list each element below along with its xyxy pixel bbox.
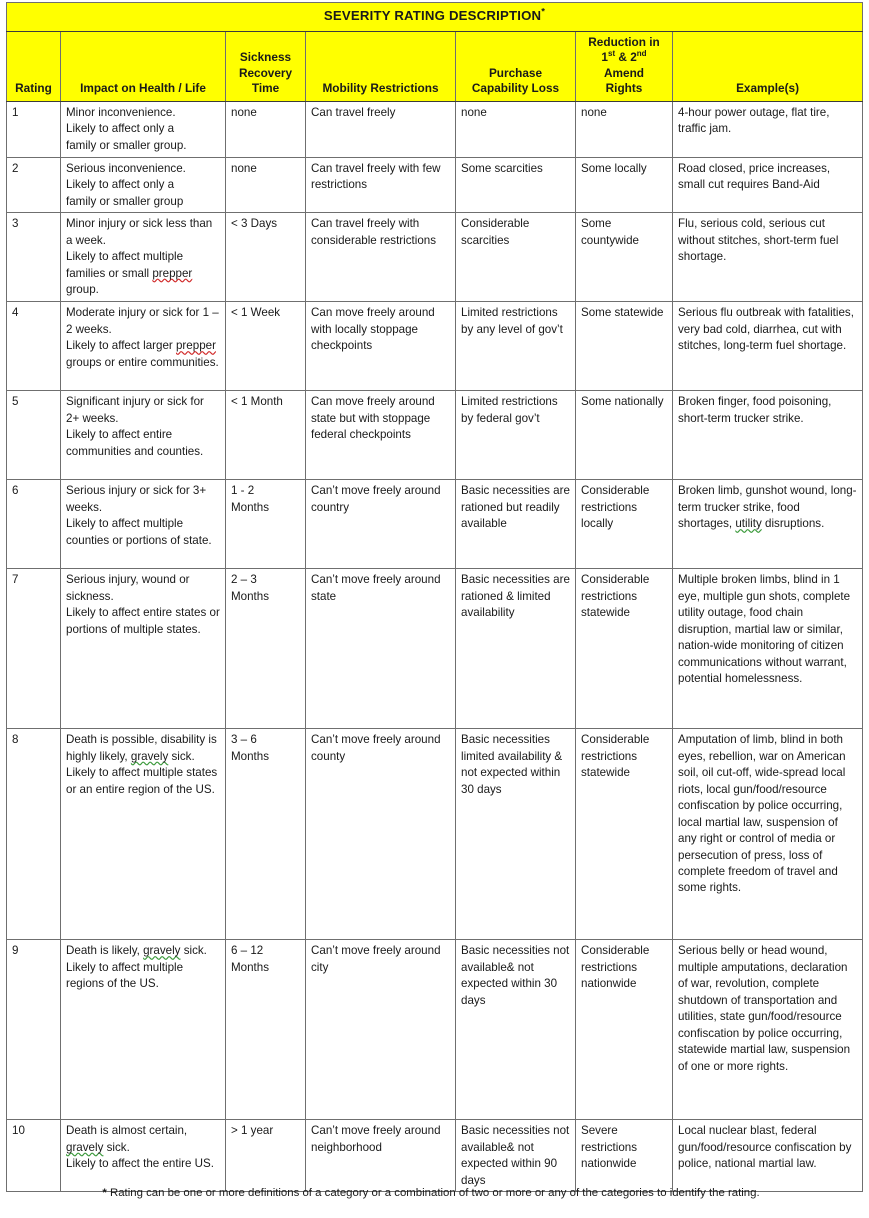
table-header-row: [7, 31, 863, 101]
cell-example: Broken finger, food poisoning, short-term trucker strike.: [673, 391, 863, 480]
amend-ordinals: 1st & 2nd: [601, 49, 647, 65]
table-row: [7, 391, 863, 480]
grammarcheck-word: gravely: [130, 749, 169, 763]
cell-amend: Severe restrictions nationwide: [576, 1120, 673, 1192]
cell-example: Multiple broken limbs, blind in 1 eye, multiple gun shots, complete utility outage, food chain disruption, martial law or similar, nation-wide monitoring of citizen communications without warrant, potential homelessness.: [673, 569, 863, 729]
cell-example: Local nuclear blast, federal gun/food/resource confiscation by police, national martial law.: [673, 1120, 863, 1192]
cell-impact: Minor inconvenience. Likely to affect only a family or smaller group.: [61, 101, 226, 157]
cell-mobility: Can’t move freely around state: [306, 569, 456, 729]
cell-impact: Death is almost certain, gravely sick. Likely to affect the entire US.: [61, 1120, 226, 1192]
cell-amend: none: [576, 101, 673, 157]
cell-rating: 1: [7, 101, 61, 157]
spellcheck-word: prepper: [175, 339, 216, 353]
cell-mobility: Can travel freely with few restrictions: [306, 157, 456, 212]
cell-sickness: none: [226, 101, 306, 157]
cell-amend: Some nationally: [576, 391, 673, 480]
cell-rating: 4: [7, 302, 61, 391]
cell-example: 4-hour power outage, flat tire, traffic jam.: [673, 101, 863, 157]
cell-example: Flu, serious cold, serious cut without stitches, short-term fuel shortage.: [673, 213, 863, 302]
cell-rating: 7: [7, 569, 61, 729]
cell-sickness: 6 – 12 Months: [226, 940, 306, 1120]
title-asterisk: *: [541, 6, 546, 18]
cell-sickness: < 1 Month: [226, 391, 306, 480]
table-row: [7, 729, 863, 940]
cell-mobility: Can travel freely with considerable restrictions: [306, 213, 456, 302]
cell-amend: Some countywide: [576, 213, 673, 302]
cell-rating: 3: [7, 213, 61, 302]
cell-sickness: none: [226, 157, 306, 212]
cell-mobility: Can’t move freely around country: [306, 480, 456, 569]
cell-sickness: 1 - 2 Months: [226, 480, 306, 569]
table-row: [7, 157, 863, 212]
cell-example: Road closed, price increases, small cut requires Band-Aid: [673, 157, 863, 212]
table-row: [7, 569, 863, 729]
column-header-rating: Rating: [7, 31, 61, 101]
cell-impact: Serious injury or sick for 3+ weeks. Likely to affect multiple counties or portions of state.: [61, 480, 226, 569]
cell-impact: Death is possible, disability is highly likely, gravely sick. Likely to affect multiple states or an entire region of the US.: [61, 729, 226, 940]
cell-mobility: Can’t move freely around neighborhood: [306, 1120, 456, 1192]
cell-example: Serious belly or head wound, multiple amputations, declaration of war, revolution, complete shutdown of transportation and utilities, state gun/food/resource confiscation by police occurring, statewide martial law, suspension of one or more rights.: [673, 940, 863, 1120]
impact-line-with-grammarcheck: Death is almost certain, gravely sick.: [66, 1124, 188, 1154]
cell-purchase: none: [456, 101, 576, 157]
grammarcheck-word: gravely: [66, 1140, 104, 1154]
cell-purchase: Basic necessities limited availability & not expected within 30 days: [456, 729, 576, 940]
cell-purchase: Limited restrictions by federal gov’t: [456, 391, 576, 480]
impact-line-with-spellcheck: Likely to affect larger prepper groups or entire communities.: [66, 339, 219, 369]
table-title-cell: [7, 3, 863, 32]
cell-mobility: Can travel freely: [306, 101, 456, 157]
column-header-mobility-restrictions: Mobility Restrictions: [306, 31, 456, 101]
cell-example: Serious flu outbreak with fatalities, very bad cold, diarrhea, cut with stitches, long-term fuel shortage.: [673, 302, 863, 391]
cell-amend: Considerable restrictions locally: [576, 480, 673, 569]
cell-purchase: Limited restrictions by any level of gov’t: [456, 302, 576, 391]
impact-line-with-grammarcheck: Death is possible, disability is highly likely, gravely sick.: [66, 733, 217, 763]
cell-purchase: Basic necessities not available& not expected within 90 days: [456, 1120, 576, 1192]
table-title-row: [7, 3, 863, 32]
cell-purchase: Considerable scarcities: [456, 213, 576, 302]
cell-purchase: Basic necessities are rationed but readily available: [456, 480, 576, 569]
column-header-sickness-recovery-time: Sickness Recovery Time: [226, 31, 306, 101]
cell-rating: 6: [7, 480, 61, 569]
cell-rating: 9: [7, 940, 61, 1120]
cell-sickness: 2 – 3 Months: [226, 569, 306, 729]
cell-amend: Considerable restrictions statewide: [576, 729, 673, 940]
cell-purchase: Basic necessities not available& not expected within 30 days: [456, 940, 576, 1120]
column-header-purchase-capability-loss: Purchase Capability Loss: [456, 31, 576, 101]
cell-mobility: Can move freely around state but with stoppage federal checkpoints: [306, 391, 456, 480]
column-header-impact: Impact on Health / Life: [61, 31, 226, 101]
cell-amend: Some locally: [576, 157, 673, 212]
cell-rating: 10: [7, 1120, 61, 1192]
cell-purchase: Some scarcities: [456, 157, 576, 212]
spellcheck-word: prepper: [152, 266, 193, 280]
table-row: [7, 213, 863, 302]
table-row: [7, 101, 863, 157]
cell-rating: 2: [7, 157, 61, 212]
table-row: [7, 480, 863, 569]
page-title: SEVERITY RATING DESCRIPTION: [323, 8, 542, 23]
cell-sickness: < 3 Days: [226, 213, 306, 302]
cell-amend: Some statewide: [576, 302, 673, 391]
cell-impact: Minor injury or sick less than a week. Likely to affect multiple families or small prepper group.: [61, 213, 226, 302]
footnote-text: Rating can be one or more definitions of a category or a combination of two or more or any of the categories to identify the rating.: [106, 1187, 760, 1199]
cell-rating: 5: [7, 391, 61, 480]
cell-purchase: Basic necessities are rationed & limited availability: [456, 569, 576, 729]
grammarcheck-word: utility: [735, 517, 762, 531]
table-footnote: [0, 1186, 862, 1201]
cell-impact: Significant injury or sick for 2+ weeks. Likely to affect entire communities and counties.: [61, 391, 226, 480]
column-header-amend-rights: Reduction in 1st & 2nd Amend Rights: [576, 31, 673, 101]
cell-amend: Considerable restrictions statewide: [576, 569, 673, 729]
cell-impact: Serious injury, wound or sickness. Likely to affect entire states or portions of multiple states.: [61, 569, 226, 729]
cell-sickness: 3 – 6 Months: [226, 729, 306, 940]
cell-example: Broken limb, gunshot wound, long-term trucker strike, food shortages, utility disruptions.: [673, 480, 863, 569]
cell-sickness: > 1 year: [226, 1120, 306, 1192]
cell-amend: Considerable restrictions nationwide: [576, 940, 673, 1120]
cell-impact: Serious inconvenience. Likely to affect only a family or smaller group: [61, 157, 226, 212]
table-row: [7, 1120, 863, 1192]
impact-line-with-spellcheck: Likely to affect multiple families or small prepper group.: [66, 250, 193, 297]
cell-impact: Moderate injury or sick for 1 – 2 weeks. Likely to affect larger prepper groups or entire communities.: [61, 302, 226, 391]
cell-sickness: < 1 Week: [226, 302, 306, 391]
cell-mobility: Can’t move freely around city: [306, 940, 456, 1120]
cell-mobility: Can move freely around with locally stoppage checkpoints: [306, 302, 456, 391]
table-row: [7, 940, 863, 1120]
column-header-examples: Example(s): [673, 31, 863, 101]
severity-rating-table: [6, 2, 863, 1192]
grammarcheck-word: gravely: [143, 944, 181, 958]
footnote-marker: *: [102, 1187, 107, 1199]
cell-example: Amputation of limb, blind in both eyes, rebellion, war on American soil, oil cut-off, wide-spread local riots, local gun/food/resource confiscation by police occurring, local martial law, suspension of any right or control of media or persecution of press, loss of complete freedom of travel and some rights.: [673, 729, 863, 940]
impact-line-with-grammarcheck: Death is likely, gravely sick.: [66, 944, 207, 958]
cell-mobility: Can’t move freely around county: [306, 729, 456, 940]
cell-impact: Death is likely, gravely sick. Likely to affect multiple regions of the US.: [61, 940, 226, 1120]
cell-rating: 8: [7, 729, 61, 940]
table-row: [7, 302, 863, 391]
